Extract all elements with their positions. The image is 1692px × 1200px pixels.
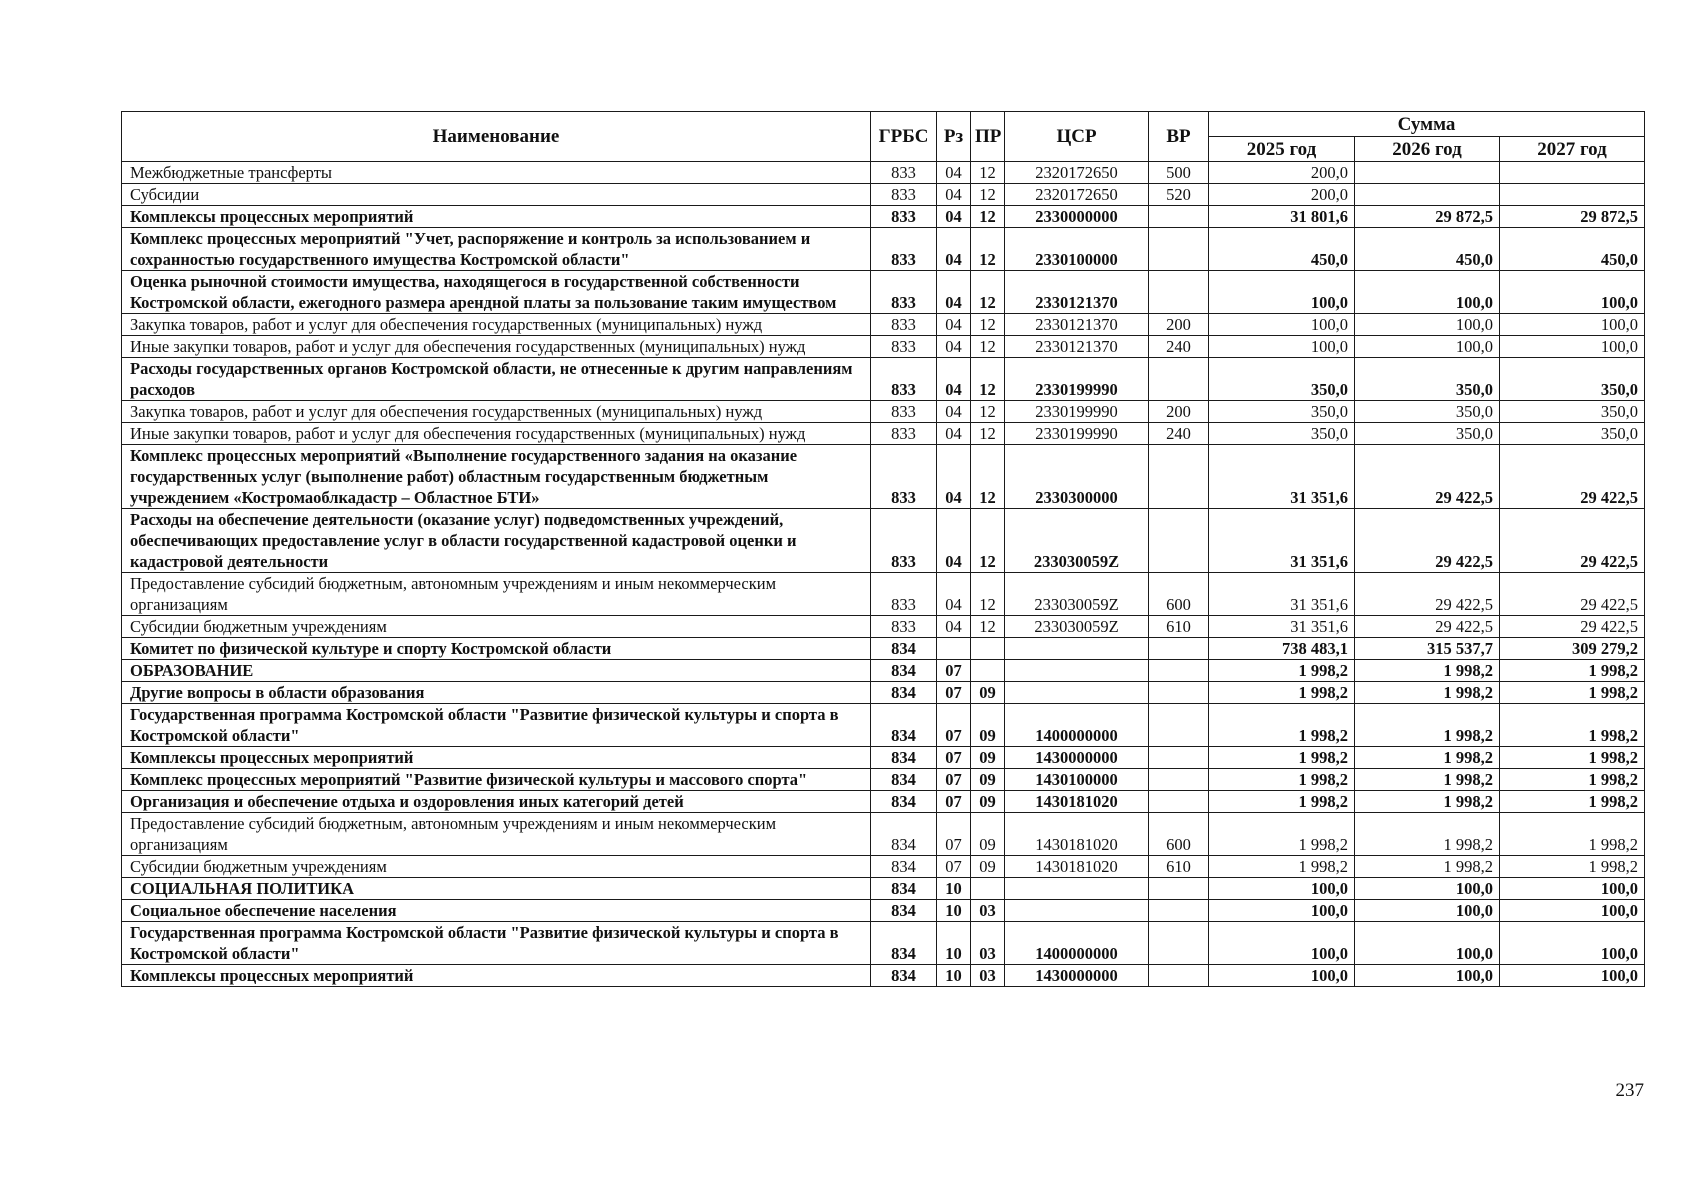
cell-2026: 315 537,7 xyxy=(1355,638,1500,660)
cell-2027: 350,0 xyxy=(1500,401,1645,423)
cell-name: Субсидии бюджетным учреждениям xyxy=(122,616,871,638)
cell-name: Межбюджетные трансферты xyxy=(122,162,871,184)
cell-2026: 350,0 xyxy=(1355,423,1500,445)
table-row xyxy=(122,401,1645,423)
cell-name: Субсидии бюджетным учреждениям xyxy=(122,856,871,878)
cell-2027: 1 998,2 xyxy=(1500,660,1645,682)
cell-name: Предоставление субсидий бюджетным, автономным учреждениям и иным некоммерческим организациям xyxy=(122,573,871,616)
cell-name: Закупка товаров, работ и услуг для обеспечения государственных (муниципальных) нужд xyxy=(122,401,871,423)
cell-2026 xyxy=(1355,162,1500,184)
cell-grbs: 834 xyxy=(871,878,937,900)
cell-grbs: 834 xyxy=(871,813,937,856)
cell-vr xyxy=(1149,271,1209,314)
cell-vr: 610 xyxy=(1149,856,1209,878)
cell-grbs: 833 xyxy=(871,445,937,509)
header-vr: ВР xyxy=(1149,112,1209,162)
cell-name: Организация и обеспечение отдыха и оздоровления иных категорий детей xyxy=(122,791,871,813)
cell-vr: 610 xyxy=(1149,616,1209,638)
cell-name: Расходы на обеспечение деятельности (оказание услуг) подведомственных учреждений, обеспечивающих предоставление услуг в области государственной кадастровой оценки и кадастровой деятельности xyxy=(122,509,871,573)
cell-vr: 240 xyxy=(1149,336,1209,358)
cell-vr: 520 xyxy=(1149,184,1209,206)
cell-2025: 450,0 xyxy=(1209,228,1355,271)
cell-2027: 29 422,5 xyxy=(1500,616,1645,638)
cell-vr: 240 xyxy=(1149,423,1209,445)
cell-vr xyxy=(1149,206,1209,228)
cell-name: Комплексы процессных мероприятий xyxy=(122,747,871,769)
cell-vr xyxy=(1149,660,1209,682)
cell-pr: 12 xyxy=(971,445,1005,509)
cell-pr: 09 xyxy=(971,856,1005,878)
cell-2025: 350,0 xyxy=(1209,401,1355,423)
cell-pr: 09 xyxy=(971,747,1005,769)
cell-rz: 07 xyxy=(937,747,971,769)
cell-2027: 29 422,5 xyxy=(1500,445,1645,509)
cell-2026: 1 998,2 xyxy=(1355,791,1500,813)
cell-2025: 350,0 xyxy=(1209,423,1355,445)
cell-vr xyxy=(1149,638,1209,660)
cell-rz: 04 xyxy=(937,336,971,358)
cell-pr: 12 xyxy=(971,184,1005,206)
cell-name: Комплексы процессных мероприятий xyxy=(122,206,871,228)
cell-grbs: 834 xyxy=(871,900,937,922)
cell-2025: 100,0 xyxy=(1209,965,1355,987)
cell-csr: 233030059Z xyxy=(1005,616,1149,638)
cell-2025: 100,0 xyxy=(1209,314,1355,336)
cell-2025: 1 998,2 xyxy=(1209,704,1355,747)
cell-rz xyxy=(937,638,971,660)
table-row xyxy=(122,769,1645,791)
cell-name: Субсидии xyxy=(122,184,871,206)
cell-rz: 07 xyxy=(937,791,971,813)
cell-2026: 1 998,2 xyxy=(1355,704,1500,747)
cell-2026: 100,0 xyxy=(1355,965,1500,987)
cell-name: Закупка товаров, работ и услуг для обеспечения государственных (муниципальных) нужд xyxy=(122,314,871,336)
cell-csr: 2330121370 xyxy=(1005,271,1149,314)
cell-csr: 2330300000 xyxy=(1005,445,1149,509)
cell-rz: 04 xyxy=(937,573,971,616)
cell-grbs: 834 xyxy=(871,704,937,747)
cell-rz: 04 xyxy=(937,314,971,336)
table-row xyxy=(122,314,1645,336)
cell-2026: 1 998,2 xyxy=(1355,747,1500,769)
cell-2026: 100,0 xyxy=(1355,271,1500,314)
header-grbs: ГРБС xyxy=(871,112,937,162)
cell-name: Оценка рыночной стоимости имущества, находящегося в государственной собственности Костромской области, ежегодного размера арендной платы за пользование таким имуществом xyxy=(122,271,871,314)
cell-2027: 100,0 xyxy=(1500,965,1645,987)
cell-pr: 12 xyxy=(971,228,1005,271)
cell-name: Комплекс процессных мероприятий "Учет, распоряжение и контроль за использованием и сохранностью государственного имущества Костромской области" xyxy=(122,228,871,271)
cell-grbs: 833 xyxy=(871,423,937,445)
cell-2027: 1 998,2 xyxy=(1500,769,1645,791)
cell-name: Комплекс процессных мероприятий «Выполнение государственного задания на оказание государственных услуг (выполнение работ) областным государственным бюджетным учреждением «Костромаоблкадастр – Областное БТИ» xyxy=(122,445,871,509)
cell-grbs: 833 xyxy=(871,271,937,314)
table-body xyxy=(122,162,1645,987)
cell-2025: 31 801,6 xyxy=(1209,206,1355,228)
cell-2026: 100,0 xyxy=(1355,922,1500,965)
cell-grbs: 833 xyxy=(871,162,937,184)
header-year-2027: 2027 год xyxy=(1500,137,1645,162)
cell-2026: 29 422,5 xyxy=(1355,616,1500,638)
cell-csr xyxy=(1005,660,1149,682)
cell-name: Иные закупки товаров, работ и услуг для обеспечения государственных (муниципальных) нужд xyxy=(122,423,871,445)
cell-rz: 04 xyxy=(937,358,971,401)
cell-2025: 350,0 xyxy=(1209,358,1355,401)
cell-2027: 100,0 xyxy=(1500,922,1645,965)
cell-pr xyxy=(971,638,1005,660)
cell-csr: 2330000000 xyxy=(1005,206,1149,228)
cell-2025: 1 998,2 xyxy=(1209,769,1355,791)
cell-pr: 12 xyxy=(971,314,1005,336)
cell-grbs: 834 xyxy=(871,922,937,965)
cell-csr: 1430100000 xyxy=(1005,769,1149,791)
cell-vr xyxy=(1149,769,1209,791)
cell-vr: 200 xyxy=(1149,314,1209,336)
cell-2025: 31 351,6 xyxy=(1209,573,1355,616)
cell-2026: 350,0 xyxy=(1355,358,1500,401)
cell-2027: 100,0 xyxy=(1500,271,1645,314)
header-sum: Сумма xyxy=(1209,112,1645,137)
table-row xyxy=(122,423,1645,445)
table-row xyxy=(122,336,1645,358)
table-row xyxy=(122,616,1645,638)
cell-grbs: 834 xyxy=(871,769,937,791)
table-row xyxy=(122,206,1645,228)
cell-2026: 29 422,5 xyxy=(1355,445,1500,509)
cell-vr xyxy=(1149,965,1209,987)
cell-pr: 09 xyxy=(971,813,1005,856)
cell-pr: 12 xyxy=(971,423,1005,445)
cell-2025: 31 351,6 xyxy=(1209,509,1355,573)
cell-pr: 12 xyxy=(971,401,1005,423)
page-number: 237 xyxy=(1615,1080,1644,1101)
cell-name: Другие вопросы в области образования xyxy=(122,682,871,704)
cell-vr xyxy=(1149,358,1209,401)
cell-rz: 10 xyxy=(937,900,971,922)
cell-rz: 10 xyxy=(937,922,971,965)
cell-name: Государственная программа Костромской области "Развитие физической культуры и спорта в Костромской области" xyxy=(122,922,871,965)
table-row xyxy=(122,638,1645,660)
cell-vr xyxy=(1149,228,1209,271)
cell-pr: 12 xyxy=(971,358,1005,401)
cell-rz: 07 xyxy=(937,813,971,856)
cell-grbs: 833 xyxy=(871,336,937,358)
cell-pr: 09 xyxy=(971,704,1005,747)
cell-rz: 10 xyxy=(937,878,971,900)
cell-grbs: 833 xyxy=(871,184,937,206)
cell-rz: 04 xyxy=(937,271,971,314)
cell-csr: 2320172650 xyxy=(1005,162,1149,184)
cell-2025: 1 998,2 xyxy=(1209,660,1355,682)
cell-2026: 100,0 xyxy=(1355,900,1500,922)
header-csr: ЦСР xyxy=(1005,112,1149,162)
cell-rz: 07 xyxy=(937,769,971,791)
cell-grbs: 833 xyxy=(871,616,937,638)
cell-2025: 31 351,6 xyxy=(1209,616,1355,638)
cell-2027: 309 279,2 xyxy=(1500,638,1645,660)
header-rz: Рз xyxy=(937,112,971,162)
cell-2027: 100,0 xyxy=(1500,336,1645,358)
cell-2026: 450,0 xyxy=(1355,228,1500,271)
cell-csr: 2330100000 xyxy=(1005,228,1149,271)
cell-grbs: 833 xyxy=(871,314,937,336)
cell-2027: 1 998,2 xyxy=(1500,791,1645,813)
cell-name: Государственная программа Костромской области "Развитие физической культуры и спорта в Костромской области" xyxy=(122,704,871,747)
cell-rz: 04 xyxy=(937,184,971,206)
cell-csr: 2320172650 xyxy=(1005,184,1149,206)
cell-csr: 2330121370 xyxy=(1005,314,1149,336)
cell-rz: 04 xyxy=(937,162,971,184)
cell-2027: 1 998,2 xyxy=(1500,813,1645,856)
cell-2027: 100,0 xyxy=(1500,900,1645,922)
cell-2025: 200,0 xyxy=(1209,184,1355,206)
header-year-2026: 2026 год xyxy=(1355,137,1500,162)
cell-rz: 10 xyxy=(937,965,971,987)
cell-grbs: 833 xyxy=(871,206,937,228)
cell-csr: 2330199990 xyxy=(1005,358,1149,401)
table-row xyxy=(122,509,1645,573)
cell-grbs: 834 xyxy=(871,682,937,704)
cell-2027: 450,0 xyxy=(1500,228,1645,271)
budget-table xyxy=(121,111,1645,987)
cell-2027: 29 422,5 xyxy=(1500,509,1645,573)
cell-csr: 1400000000 xyxy=(1005,704,1149,747)
cell-vr xyxy=(1149,922,1209,965)
cell-2026: 1 998,2 xyxy=(1355,769,1500,791)
table-row xyxy=(122,922,1645,965)
cell-pr: 03 xyxy=(971,922,1005,965)
cell-grbs: 833 xyxy=(871,573,937,616)
cell-rz: 04 xyxy=(937,509,971,573)
cell-2026: 100,0 xyxy=(1355,878,1500,900)
cell-name: Комитет по физической культуре и спорту Костромской области xyxy=(122,638,871,660)
cell-2026: 350,0 xyxy=(1355,401,1500,423)
table-row xyxy=(122,900,1645,922)
cell-vr: 600 xyxy=(1149,573,1209,616)
cell-name: Комплексы процессных мероприятий xyxy=(122,965,871,987)
header-pr: ПР xyxy=(971,112,1005,162)
cell-pr: 09 xyxy=(971,791,1005,813)
cell-pr: 12 xyxy=(971,336,1005,358)
cell-2025: 1 998,2 xyxy=(1209,813,1355,856)
cell-2027: 1 998,2 xyxy=(1500,704,1645,747)
cell-pr: 12 xyxy=(971,271,1005,314)
cell-pr: 12 xyxy=(971,616,1005,638)
cell-pr xyxy=(971,660,1005,682)
table-row xyxy=(122,813,1645,856)
cell-2025: 31 351,6 xyxy=(1209,445,1355,509)
cell-name: Комплекс процессных мероприятий "Развитие физической культуры и массового спорта" xyxy=(122,769,871,791)
cell-2027: 29 422,5 xyxy=(1500,573,1645,616)
cell-2025: 1 998,2 xyxy=(1209,747,1355,769)
cell-2025: 100,0 xyxy=(1209,336,1355,358)
cell-csr: 1430181020 xyxy=(1005,813,1149,856)
table-row xyxy=(122,856,1645,878)
cell-rz: 04 xyxy=(937,401,971,423)
table-row xyxy=(122,271,1645,314)
table-row xyxy=(122,682,1645,704)
cell-csr: 1430181020 xyxy=(1005,856,1149,878)
cell-2025: 100,0 xyxy=(1209,271,1355,314)
cell-grbs: 833 xyxy=(871,228,937,271)
cell-pr: 03 xyxy=(971,965,1005,987)
table-row xyxy=(122,228,1645,271)
cell-csr: 233030059Z xyxy=(1005,573,1149,616)
cell-grbs: 833 xyxy=(871,509,937,573)
cell-pr xyxy=(971,878,1005,900)
cell-name: СОЦИАЛЬНАЯ ПОЛИТИКА xyxy=(122,878,871,900)
cell-2027: 100,0 xyxy=(1500,878,1645,900)
table-row xyxy=(122,660,1645,682)
table-row xyxy=(122,965,1645,987)
cell-2026: 100,0 xyxy=(1355,314,1500,336)
cell-csr xyxy=(1005,682,1149,704)
cell-2025: 1 998,2 xyxy=(1209,856,1355,878)
cell-2025: 1 998,2 xyxy=(1209,682,1355,704)
table-row xyxy=(122,747,1645,769)
cell-2026 xyxy=(1355,184,1500,206)
cell-pr: 03 xyxy=(971,900,1005,922)
cell-vr: 600 xyxy=(1149,813,1209,856)
cell-2025: 738 483,1 xyxy=(1209,638,1355,660)
cell-2025: 100,0 xyxy=(1209,922,1355,965)
cell-vr xyxy=(1149,747,1209,769)
cell-rz: 04 xyxy=(937,206,971,228)
cell-2027: 1 998,2 xyxy=(1500,856,1645,878)
cell-2026: 100,0 xyxy=(1355,336,1500,358)
cell-vr xyxy=(1149,791,1209,813)
cell-csr xyxy=(1005,638,1149,660)
cell-2026: 29 422,5 xyxy=(1355,509,1500,573)
cell-2025: 100,0 xyxy=(1209,900,1355,922)
cell-csr: 1430000000 xyxy=(1005,965,1149,987)
cell-2027: 350,0 xyxy=(1500,423,1645,445)
cell-2025: 100,0 xyxy=(1209,878,1355,900)
cell-name: Социальное обеспечение населения xyxy=(122,900,871,922)
cell-grbs: 834 xyxy=(871,856,937,878)
cell-csr xyxy=(1005,878,1149,900)
cell-csr: 2330199990 xyxy=(1005,423,1149,445)
cell-rz: 07 xyxy=(937,704,971,747)
table-row xyxy=(122,445,1645,509)
cell-rz: 07 xyxy=(937,660,971,682)
cell-vr xyxy=(1149,509,1209,573)
cell-2027 xyxy=(1500,162,1645,184)
cell-csr: 2330121370 xyxy=(1005,336,1149,358)
cell-2027 xyxy=(1500,184,1645,206)
cell-csr: 1430000000 xyxy=(1005,747,1149,769)
cell-pr: 12 xyxy=(971,206,1005,228)
cell-pr: 12 xyxy=(971,573,1005,616)
cell-vr: 200 xyxy=(1149,401,1209,423)
table-row xyxy=(122,704,1645,747)
cell-pr: 09 xyxy=(971,682,1005,704)
cell-2027: 29 872,5 xyxy=(1500,206,1645,228)
table-row xyxy=(122,791,1645,813)
cell-grbs: 834 xyxy=(871,638,937,660)
cell-pr: 09 xyxy=(971,769,1005,791)
table-row xyxy=(122,878,1645,900)
cell-csr: 2330199990 xyxy=(1005,401,1149,423)
cell-grbs: 834 xyxy=(871,747,937,769)
cell-pr: 12 xyxy=(971,162,1005,184)
table-row xyxy=(122,162,1645,184)
cell-grbs: 834 xyxy=(871,791,937,813)
header-year-2025: 2025 год xyxy=(1209,137,1355,162)
table-row xyxy=(122,358,1645,401)
cell-vr xyxy=(1149,900,1209,922)
cell-name: Иные закупки товаров, работ и услуг для обеспечения государственных (муниципальных) нужд xyxy=(122,336,871,358)
cell-vr: 500 xyxy=(1149,162,1209,184)
cell-rz: 04 xyxy=(937,423,971,445)
cell-2025: 200,0 xyxy=(1209,162,1355,184)
cell-csr: 1400000000 xyxy=(1005,922,1149,965)
table-row xyxy=(122,573,1645,616)
cell-vr xyxy=(1149,445,1209,509)
cell-grbs: 834 xyxy=(871,965,937,987)
cell-name: ОБРАЗОВАНИЕ xyxy=(122,660,871,682)
cell-csr xyxy=(1005,900,1149,922)
cell-rz: 04 xyxy=(937,616,971,638)
cell-2026: 29 422,5 xyxy=(1355,573,1500,616)
cell-vr xyxy=(1149,878,1209,900)
cell-rz: 04 xyxy=(937,445,971,509)
header-name: Наименование xyxy=(122,112,871,162)
cell-grbs: 834 xyxy=(871,660,937,682)
cell-rz: 07 xyxy=(937,682,971,704)
cell-grbs: 833 xyxy=(871,401,937,423)
cell-2025: 1 998,2 xyxy=(1209,791,1355,813)
cell-csr: 1430181020 xyxy=(1005,791,1149,813)
cell-csr: 233030059Z xyxy=(1005,509,1149,573)
cell-name: Предоставление субсидий бюджетным, автономным учреждениям и иным некоммерческим организациям xyxy=(122,813,871,856)
cell-name: Расходы государственных органов Костромской области, не отнесенные к другим направлениям расходов xyxy=(122,358,871,401)
cell-2027: 350,0 xyxy=(1500,358,1645,401)
table-row xyxy=(122,184,1645,206)
cell-2027: 100,0 xyxy=(1500,314,1645,336)
cell-rz: 07 xyxy=(937,856,971,878)
cell-2026: 1 998,2 xyxy=(1355,682,1500,704)
cell-2026: 1 998,2 xyxy=(1355,813,1500,856)
cell-2026: 1 998,2 xyxy=(1355,856,1500,878)
cell-rz: 04 xyxy=(937,228,971,271)
cell-grbs: 833 xyxy=(871,358,937,401)
cell-2026: 1 998,2 xyxy=(1355,660,1500,682)
cell-pr: 12 xyxy=(971,509,1005,573)
cell-vr xyxy=(1149,682,1209,704)
cell-vr xyxy=(1149,704,1209,747)
cell-2027: 1 998,2 xyxy=(1500,747,1645,769)
cell-2026: 29 872,5 xyxy=(1355,206,1500,228)
cell-2027: 1 998,2 xyxy=(1500,682,1645,704)
